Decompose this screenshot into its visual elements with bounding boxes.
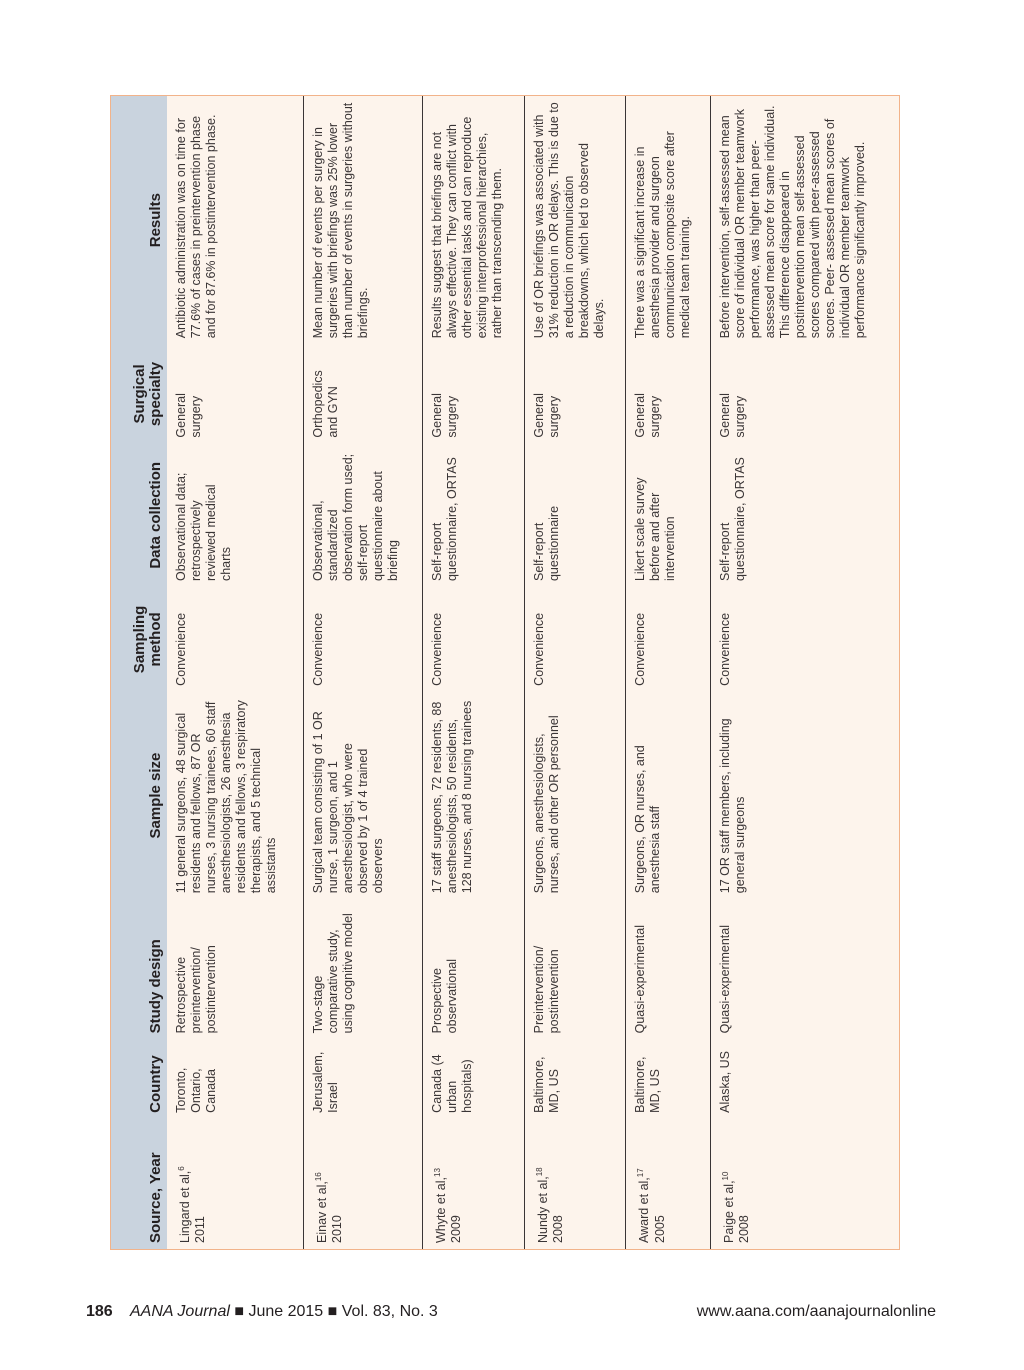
cell-source bbox=[710, 1119, 899, 1249]
cell-sampling-method: Convenience bbox=[524, 587, 626, 692]
table-row bbox=[524, 96, 626, 1249]
reference-number: 6 bbox=[177, 1166, 186, 1171]
cell-data-collection: Self-report questionnaire, ORTAS bbox=[422, 444, 524, 587]
source-year: 2005 bbox=[652, 1215, 667, 1243]
cell-sampling-method: Convenience bbox=[710, 587, 899, 692]
header-sample-size: Sample size bbox=[111, 692, 167, 899]
source-name: Einav et al, bbox=[314, 1181, 329, 1243]
cell-surgical-specialty: General surgery bbox=[710, 344, 899, 443]
cell-source bbox=[303, 1119, 422, 1249]
header-source: Source, Year bbox=[111, 1119, 167, 1249]
cell-sample-size: Surgeons, OR nurses, and anesthesia staff bbox=[626, 692, 710, 899]
journal-name: AANA Journal bbox=[130, 1303, 230, 1320]
cell-country: Baltimore, MD, US bbox=[626, 1039, 710, 1118]
cell-data-collection: Observational, standardized observation form used; self-report questionnaire about briefing bbox=[303, 444, 422, 587]
reference-number: 16 bbox=[313, 1172, 323, 1182]
cell-surgical-specialty: Orthopedics and GYN bbox=[303, 344, 422, 443]
source-name: Whyte et al, bbox=[434, 1177, 449, 1243]
cell-data-collection: Self-report questionnaire bbox=[524, 444, 626, 587]
source-name: Paige et al, bbox=[721, 1180, 736, 1243]
reference-number: 17 bbox=[636, 1168, 646, 1178]
table-row bbox=[422, 96, 524, 1249]
cell-study-design: Quasi-experimental bbox=[710, 899, 899, 1039]
cell-sample-size: Surgeons, anesthesiologists, nurses, and other OR personnel bbox=[524, 692, 626, 899]
source-name: Award et al, bbox=[637, 1177, 652, 1243]
results-table bbox=[111, 96, 899, 1249]
header-sampling-method: Sampling method bbox=[111, 587, 167, 692]
cell-country: Baltimore, MD, US bbox=[524, 1039, 626, 1118]
reference-number: 13 bbox=[432, 1168, 442, 1177]
header-country: Country bbox=[111, 1039, 167, 1118]
journal-website: www.aana.com/aanajournalonline bbox=[696, 1303, 936, 1320]
cell-sampling-method: Convenience bbox=[174, 612, 188, 686]
cell-sampling-method: Convenience bbox=[422, 587, 524, 692]
source-year: 2008 bbox=[736, 1215, 751, 1243]
cell-country: Canada (4 urban hospitals) bbox=[422, 1039, 524, 1118]
cell-sampling-method: Convenience bbox=[626, 587, 710, 692]
cell-data-collection: Observational data; retrospectively reviewed medical charts bbox=[174, 472, 233, 582]
header-data-collection: Data collection bbox=[111, 444, 167, 587]
cell-results: There was a significant increase in anesthesia provider and surgeon communication composite score after medical team training. bbox=[626, 96, 710, 344]
cell-sample-size: 17 OR staff members, including general surgeons bbox=[710, 692, 899, 899]
cell-results: Mean number of events per surgery in surgeries with briefings was 25% lower than number of events in surgeries without briefings. bbox=[303, 96, 422, 344]
cell-study-design: Two-stage comparative study, using cognitive model bbox=[303, 899, 422, 1039]
table-body bbox=[167, 96, 899, 1249]
cell-source bbox=[422, 1119, 524, 1249]
table-row bbox=[626, 96, 710, 1249]
cell-sample-size: 17 staff surgeons, 72 residents, 88 anesthesiologists, 50 residents, 128 nurses, and 8 nursing trainees bbox=[422, 692, 524, 899]
cell-sampling-method: Convenience bbox=[303, 587, 422, 692]
cell-study-design: Preintervention/ postintevention bbox=[524, 899, 626, 1039]
cell-surgical-specialty: General surgery bbox=[174, 393, 203, 438]
source-name: Lingard et al, bbox=[178, 1170, 193, 1243]
cell-data-collection: Self-report questionnaire, ORTAS bbox=[710, 444, 899, 587]
cell-results: Results suggest that briefings are not always effective. They can conflict with other essential tasks and can reproduce existing interprofessional hierarchies, rather than transcending them. bbox=[422, 96, 524, 344]
cell-study-design: Quasi-experimental bbox=[626, 899, 710, 1039]
reference-number: 10 bbox=[720, 1171, 730, 1181]
page-number: 186 bbox=[86, 1303, 113, 1320]
cell-source bbox=[167, 1119, 303, 1249]
cell-source bbox=[626, 1119, 710, 1249]
source-year: 2008 bbox=[550, 1215, 565, 1243]
cell-country: Jerusalem, Israel bbox=[303, 1039, 422, 1118]
cell-country: Toronto, Ontario, Canada bbox=[174, 1067, 218, 1113]
source-year: 2009 bbox=[449, 1215, 464, 1243]
cell-data-collection: Likert scale survey before and after intervention bbox=[626, 444, 710, 587]
source-year: 2010 bbox=[329, 1215, 344, 1243]
cell-study-design: Retrospective preintervention/ postintervention bbox=[174, 945, 218, 1034]
table-header bbox=[111, 96, 167, 1249]
reference-number: 18 bbox=[534, 1167, 544, 1177]
table-row bbox=[303, 96, 422, 1249]
cell-surgical-specialty: General surgery bbox=[626, 344, 710, 443]
source-name: Nundy et al, bbox=[535, 1176, 550, 1243]
literature-table bbox=[110, 95, 900, 1250]
source-year: 2011 bbox=[193, 1216, 208, 1243]
journal-issue: ■ June 2015 ■ Vol. 83, No. 3 bbox=[229, 1303, 438, 1320]
header-results: Results bbox=[111, 96, 167, 344]
cell-results: Antibiotic administration was on time for 77.6% of cases in preintervention phase and for 87.6% in postintervention phase. bbox=[174, 114, 218, 339]
cell-sample-size: 11 general surgeons, 48 surgical residents and fellows, 87 OR nurses, 3 nursing trainees, 60 staff anesthesiologists, 26 anesthesia residents and fellows, 3 respiratory therapists, and 5 technical assistants bbox=[174, 700, 278, 894]
header-study-design: Study design bbox=[111, 899, 167, 1039]
cell-study-design: Prospective observational bbox=[422, 899, 524, 1039]
cell-source bbox=[524, 1119, 626, 1249]
cell-sample-size: Surgical team consisting of 1 OR nurse, 1 surgeon, and 1 anesthesiologist, who were observed by 1 of 4 trained observers bbox=[303, 692, 422, 899]
table-row bbox=[167, 96, 303, 1249]
cell-results: Before intervention, self-assessed mean score of individual OR member teamwork performance, was higher than peer-assessed mean score for same individual. This difference disappeared in postintervention mean self-assessed scores compared with peer-assessed scores. Peer- assessed mean scores of individual OR member teamwork performance significantly improved. bbox=[710, 96, 899, 344]
journal-citation bbox=[130, 1303, 438, 1321]
cell-country: Alaska, US bbox=[710, 1039, 899, 1118]
cell-surgical-specialty: General surgery bbox=[422, 344, 524, 443]
cell-results: Use of OR briefings was associated with 31% reduction in OR delays. This is due to a reduction in communication breakdowns, which led to observed delays. bbox=[524, 96, 626, 344]
cell-surgical-specialty: General surgery bbox=[524, 344, 626, 443]
header-surgical-specialty: Surgical specialty bbox=[111, 344, 167, 443]
table-row bbox=[710, 96, 899, 1249]
page-footer bbox=[86, 1303, 936, 1331]
